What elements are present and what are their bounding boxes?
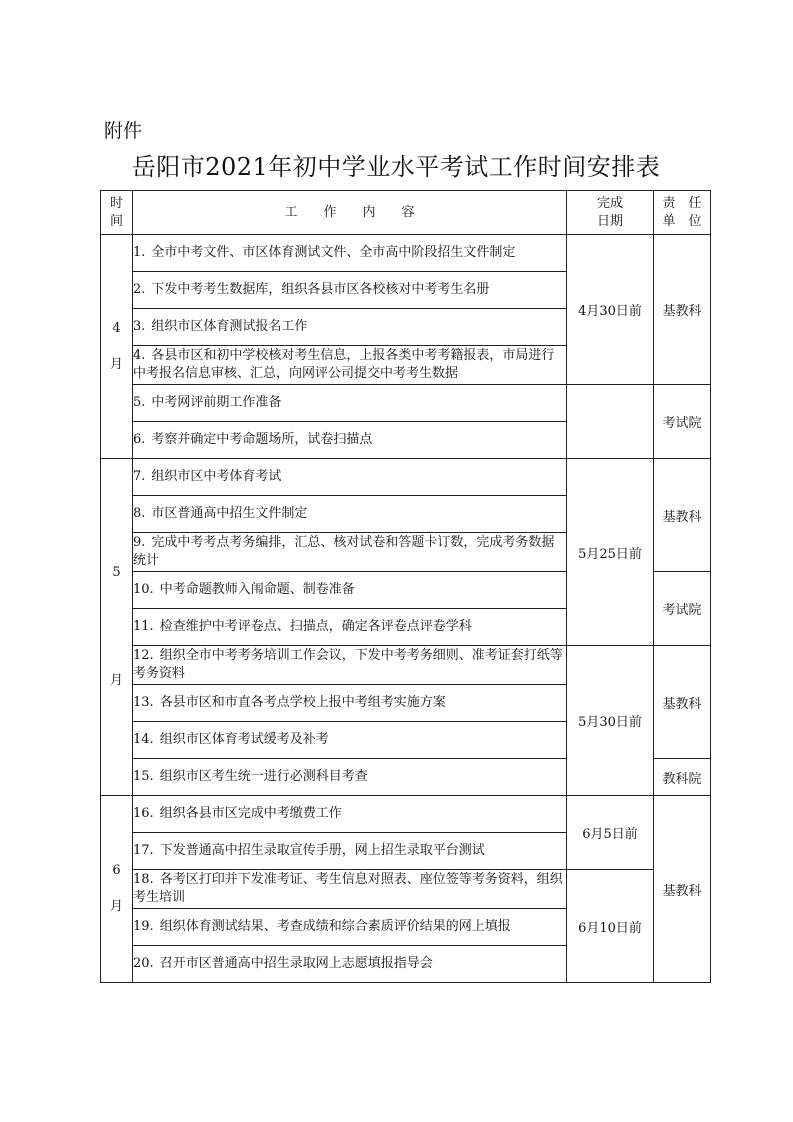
page-title: 岳阳市2021年初中学业水平考试工作时间安排表 <box>131 153 661 181</box>
dept-jijiao-1: 基教科 <box>654 235 711 385</box>
deadline-may30: 5月30日前 <box>567 646 654 796</box>
task-14: 14. 组织市区体育考试缓考及补考 <box>133 722 567 759</box>
dept-kaoshi-2: 考试院 <box>654 572 711 646</box>
header-deadline: 完成日期 <box>567 191 654 235</box>
table-row <box>101 796 711 833</box>
deadline-empty <box>567 385 654 459</box>
task-3: 3. 组织市区体育测试报名工作 <box>133 309 567 346</box>
task-1: 1. 全市中考文件、市区体育测试文件、全市高中阶段招生文件制定 <box>133 235 567 272</box>
dept-jijiao-4: 基教科 <box>654 796 711 983</box>
task-10: 10. 中考命题教师入闱命题、制卷准备 <box>133 572 567 609</box>
dept-jiaoke: 教科院 <box>654 759 711 796</box>
header-dept: 责 任单 位 <box>654 191 711 235</box>
month-june: 6月 <box>101 796 133 983</box>
schedule-table <box>100 190 711 983</box>
task-17: 17. 下发普通高中招生录取宣传手册，网上招生录取平台测试 <box>133 833 567 870</box>
task-4: 4. 各县市区和初中学校核对考生信息，上报各类中考考籍报表，市局进行中考报名信息审核、汇总，向网评公司提交中考考生数据 <box>133 346 567 385</box>
deadline-jun10: 6月10日前 <box>567 870 654 983</box>
dept-kaoshi-1: 考试院 <box>654 385 711 459</box>
table-row <box>101 870 711 909</box>
task-12: 12. 组织全市中考考务培训工作会议，下发中考考务细则、准考证套打纸等考务资料 <box>133 646 567 685</box>
table-row <box>101 385 711 422</box>
task-8: 8. 市区普通高中招生文件制定 <box>133 496 567 533</box>
task-9: 9. 完成中考考点考务编排，汇总、核对试卷和答题卡订数，完成考务数据统计 <box>133 533 567 572</box>
table-row <box>101 646 711 685</box>
deadline-may25: 5月25日前 <box>567 459 654 646</box>
deadline-apr30: 4月30日前 <box>567 235 654 385</box>
header-content: 工 作 内 容 <box>133 191 567 235</box>
task-6: 6. 考察并确定中考命题场所，试卷扫描点 <box>133 422 567 459</box>
attachment-label: 附件 <box>104 120 143 142</box>
task-18: 18. 各考区打印并下发准考证、考生信息对照表、座位签等考务资料，组织考生培训 <box>133 870 567 909</box>
task-16: 16. 组织各县市区完成中考缴费工作 <box>133 796 567 833</box>
task-15: 15. 组织市区考生统一进行必测科目考查 <box>133 759 567 796</box>
task-2: 2. 下发中考考生数据库，组织各县市区各校核对中考考生名册 <box>133 272 567 309</box>
dept-jijiao-3: 基教科 <box>654 646 711 759</box>
task-20: 20. 召开市区普通高中招生录取网上志愿填报指导会 <box>133 946 567 983</box>
task-5: 5. 中考网评前期工作准备 <box>133 385 567 422</box>
task-19: 19. 组织体育测试结果、考查成绩和综合素质评价结果的网上填报 <box>133 909 567 946</box>
deadline-jun5: 6月5日前 <box>567 796 654 870</box>
task-11: 11. 检查维护中考评卷点、扫描点，确定各评卷点评卷学科 <box>133 609 567 646</box>
task-13: 13. 各县市区和市直各考点学校上报中考组考实施方案 <box>133 685 567 722</box>
table-row <box>101 235 711 272</box>
month-may: 5 月 <box>101 459 133 796</box>
month-april: 4月 <box>101 235 133 459</box>
table-row <box>101 459 711 496</box>
header-time: 时间 <box>101 191 133 235</box>
dept-jijiao-2: 基教科 <box>654 459 711 572</box>
table-header-row <box>101 191 711 235</box>
task-7: 7. 组织市区中考体育考试 <box>133 459 567 496</box>
